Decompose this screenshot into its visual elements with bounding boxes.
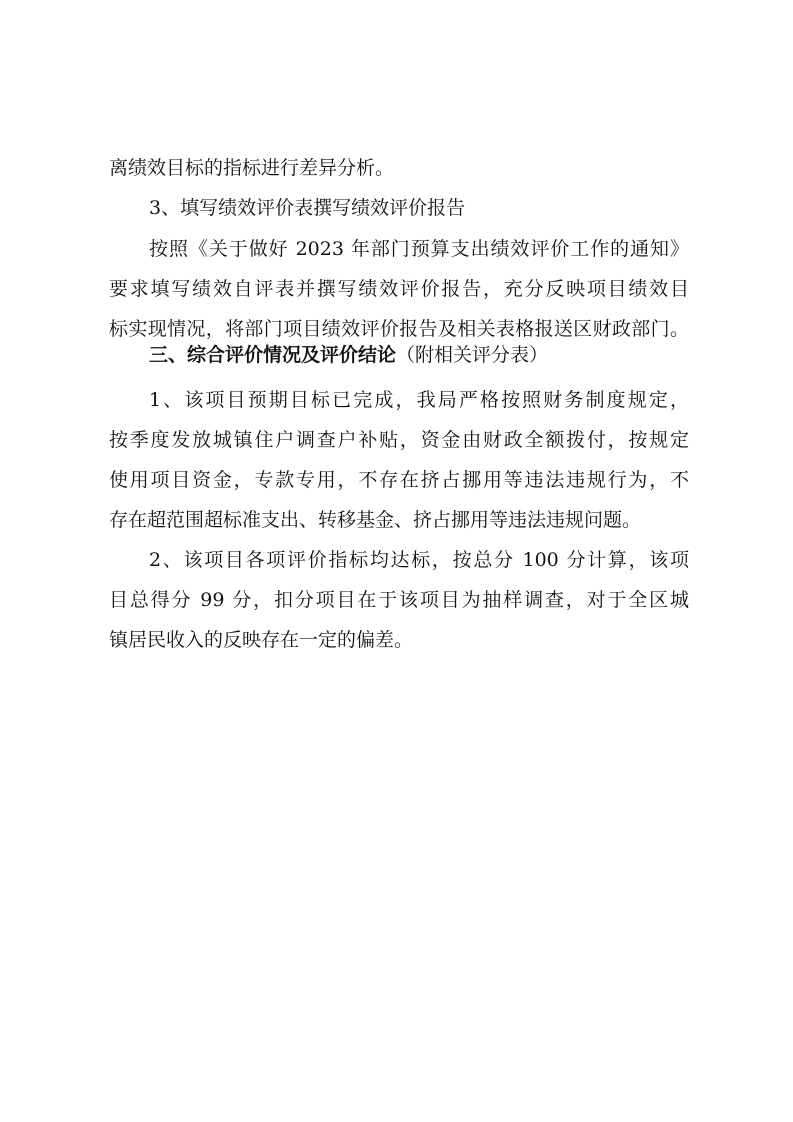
subheading-fill-forms: 3、填写绩效评价表撰写绩效评价报告 [149, 197, 466, 219]
paragraph-line: 2、该项目各项评价指标均达标，按总分 100 分计算，该项 [149, 549, 689, 571]
section-heading [149, 343, 548, 367]
paragraph-line: 使用项目资金，专款专用，不存在挤占挪用等违法违规行为，不 [109, 469, 689, 491]
paragraph-line: 目总得分 99 分，扣分项目在于该项目为抽样调查，对于全区城 [109, 589, 689, 611]
section-heading-note: （附相关评分表） [396, 344, 549, 366]
section-heading-title: 三、综合评价情况及评价结论 [149, 344, 397, 366]
paragraph-line: 要求填写绩效自评表并撰写绩效评价报告，充分反映项目绩效目 [109, 278, 689, 300]
paragraph-line: 存在超范围超标准支出、转移基金、挤占挪用等违法违规问题。 [109, 509, 642, 531]
paragraph-line: 离绩效目标的指标进行差异分析。 [109, 157, 395, 179]
paragraph-line: 按照《关于做好 2023 年部门预算支出绩效评价工作的通知》 [149, 238, 689, 260]
paragraph-line: 标实现情况，将部门项目绩效评价报告及相关表格报送区财政部门。 [109, 318, 689, 340]
paragraph-line: 镇居民收入的反映存在一定的偏差。 [109, 629, 414, 651]
paragraph-line: 按季度发放城镇住户调查户补贴，资金由财政全额拨付，按规定 [109, 429, 689, 451]
paragraph-line: 1、该项目预期目标已完成，我局严格按照财务制度规定， [149, 389, 689, 411]
